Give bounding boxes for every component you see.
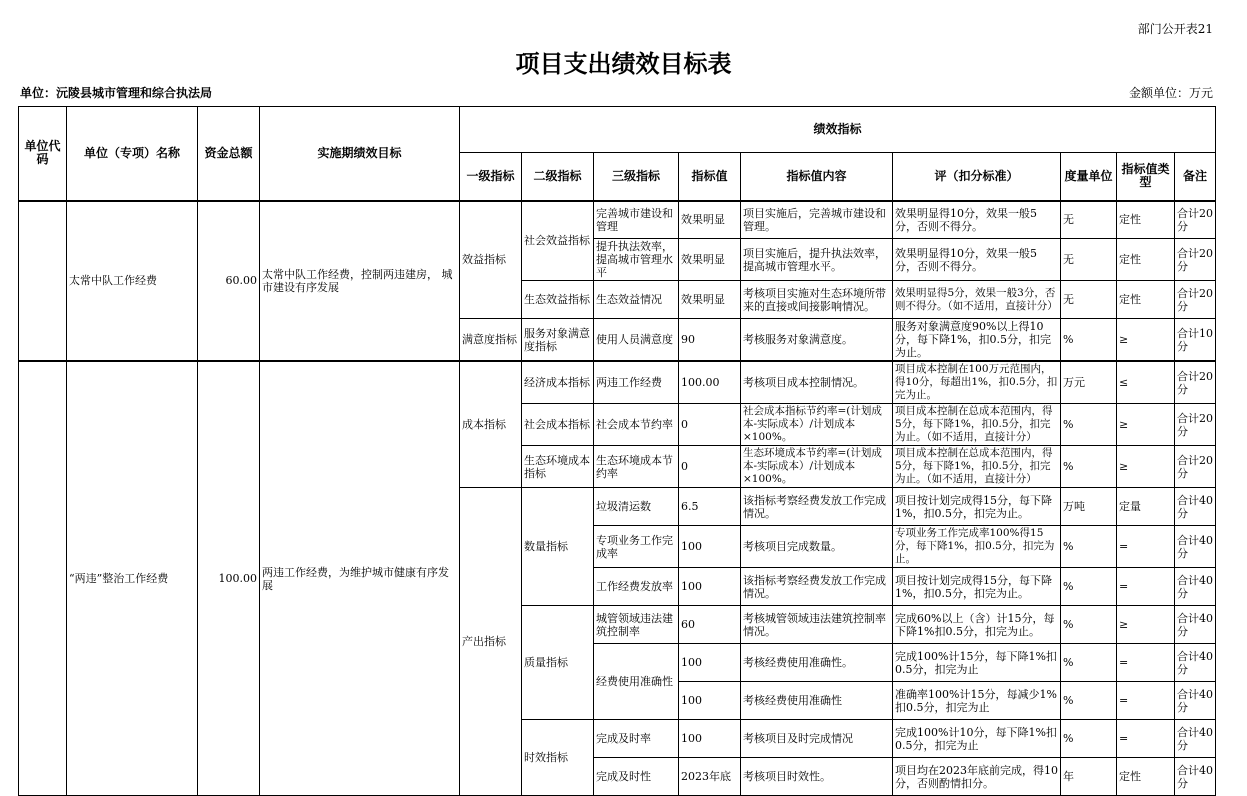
content-cell: 考核城管领域违法建筑控制率情况。 [741,606,893,644]
header-value: 指标值 [679,153,741,201]
level3-cell: 完善城市建设和管理 [594,201,679,239]
standard-cell: 完成60%以上（含）计15分，每下降1%扣0.5分，扣完为止。 [893,606,1061,644]
measure-cell: 年 [1061,758,1117,796]
remark-cell: 合计40分 [1175,526,1216,568]
content-cell: 项目实施后，完善城市建设和管理。 [741,201,893,239]
value-cell: 效果明显 [679,201,741,239]
header-content: 指标值内容 [741,153,893,201]
measure-cell: % [1061,568,1117,606]
header-remark: 备注 [1175,153,1216,201]
value-cell: 0 [679,404,741,446]
value-cell: 100 [679,720,741,758]
performance-table [18,106,1216,796]
table-row [19,361,1216,404]
value-type-cell: 定量 [1117,488,1175,526]
content-cell: 考核项目完成数量。 [741,526,893,568]
money-unit-label: 金额单位：万元 [1128,86,1213,100]
measure-cell: 无 [1061,239,1117,281]
level3-cell: 经费使用准确性 [594,644,679,720]
value-cell: 效果明显 [679,281,741,319]
level2-cell: 社会成本指标 [522,404,594,446]
measure-cell: % [1061,606,1117,644]
header-level2: 二级指标 [522,153,594,201]
header-level3: 三级指标 [594,153,679,201]
project-amount: 100.00 [198,361,260,796]
level3-cell: 生态效益情况 [594,281,679,319]
value-type-cell: 定性 [1117,758,1175,796]
header-level1: 一级指标 [460,153,522,201]
remark-cell: 合计20分 [1175,361,1216,404]
value-cell: 100 [679,568,741,606]
standard-cell: 项目按计划完成得15分，每下降1%，扣0.5分，扣完为止。 [893,568,1061,606]
project-goal: 太常中队工作经费，控制两违建房， 城市建设有序发展 [260,201,460,362]
measure-cell: 无 [1061,201,1117,239]
content-cell: 考核经费使用准确性 [741,682,893,720]
project-name: 太常中队工作经费 [67,201,198,362]
content-cell: 考核项目时效性。 [741,758,893,796]
standard-cell: 项目按计划完成得15分，每下降1%，扣0.5分，扣完为止。 [893,488,1061,526]
value-type-cell: ≥ [1117,319,1175,362]
page-title: 项目支出绩效目标表 [515,50,732,78]
level2-cell: 生态效益指标 [522,281,594,319]
standard-cell: 准确率100%计15分，每减少1%扣0.5分，扣完为止 [893,682,1061,720]
content-cell: 该指标考察经费发放工作完成情况。 [741,488,893,526]
value-cell: 0 [679,446,741,488]
content-cell: 考核服务对象满意度。 [741,319,893,362]
header-goal: 实施期绩效目标 [260,107,460,201]
value-type-cell: = [1117,644,1175,682]
value-type-cell: = [1117,682,1175,720]
measure-cell: % [1061,319,1117,362]
standard-cell: 效果明显得10分，效果一般5分，否则不得分。 [893,239,1061,281]
content-cell: 考核项目实施对生态环境所带来的直接或间接影响情况。 [741,281,893,319]
value-cell: 100.00 [679,361,741,404]
remark-cell: 合计40分 [1175,682,1216,720]
remark-cell: 合计20分 [1175,281,1216,319]
value-cell: 100 [679,526,741,568]
standard-cell: 完成100%计10分，每下降1%扣0.5分，扣完为止 [893,720,1061,758]
value-cell: 100 [679,644,741,682]
project-name: “两违”整治工作经费 [67,361,198,796]
level3-cell: 两违工作经费 [594,361,679,404]
level1-cell: 成本指标 [460,361,522,488]
standard-cell: 专项业务工作完成率100%得15分，每下降1%，扣0.5分，扣完为止。 [893,526,1061,568]
value-cell: 90 [679,319,741,362]
level3-cell: 完成及时率 [594,720,679,758]
remark-cell: 合计40分 [1175,644,1216,682]
table-row [19,201,1216,239]
level3-cell: 完成及时性 [594,758,679,796]
value-type-cell: 定性 [1117,201,1175,239]
value-cell: 效果明显 [679,239,741,281]
level3-cell: 使用人员满意度 [594,319,679,362]
level1-cell: 满意度指标 [460,319,522,362]
value-type-cell: = [1117,568,1175,606]
content-cell: 社会成本指标节约率=(计划成本-实际成本）/计划成本×100%。 [741,404,893,446]
unit-code-cell [19,201,67,362]
header-indicators: 绩效指标 [460,107,1216,153]
remark-cell: 合计10分 [1175,319,1216,362]
level2-cell: 社会效益指标 [522,201,594,281]
level3-cell: 垃圾清运数 [594,488,679,526]
remark-cell: 合计40分 [1175,720,1216,758]
value-cell: 60 [679,606,741,644]
measure-cell: % [1061,720,1117,758]
project-amount: 60.00 [198,201,260,362]
value-type-cell: ≤ [1117,361,1175,404]
measure-cell: % [1061,682,1117,720]
measure-cell: 万吨 [1061,488,1117,526]
remark-cell: 合计20分 [1175,239,1216,281]
value-cell: 6.5 [679,488,741,526]
value-type-cell: ≥ [1117,606,1175,644]
content-cell: 考核项目成本控制情况。 [741,361,893,404]
project-goal: 两违工作经费，为维护城市健康有序发展 [260,361,460,796]
form-number: 部门公开表21 [1137,22,1213,36]
measure-cell: % [1061,526,1117,568]
remark-cell: 合计20分 [1175,404,1216,446]
header-name: 单位（专项）名称 [67,107,198,201]
level3-cell: 城管领域违法建筑控制率 [594,606,679,644]
level3-cell: 专项业务工作完成率 [594,526,679,568]
remark-cell: 合计40分 [1175,758,1216,796]
level2-cell: 数量指标 [522,488,594,606]
value-cell: 2023年底 [679,758,741,796]
value-type-cell: ≥ [1117,404,1175,446]
measure-cell: % [1061,644,1117,682]
unit-label: 单位：沅陵县城市管理和综合执法局 [20,86,213,100]
standard-cell: 效果明显得5分，效果一般3分，否则不得分。（如不适用，直接计分） [893,281,1061,319]
content-cell: 考核项目及时完成情况 [741,720,893,758]
remark-cell: 合计40分 [1175,606,1216,644]
level3-cell: 提升执法效率，提高城市管理水平 [594,239,679,281]
header-amount: 资金总额 [198,107,260,201]
level2-cell: 质量指标 [522,606,594,720]
measure-cell: % [1061,446,1117,488]
standard-cell: 项目成本控制在总成本范围内，得5分，每下降1%，扣0.5分，扣完为止。（如不适用，直接计分） [893,446,1061,488]
remark-cell: 合计40分 [1175,568,1216,606]
standard-cell: 项目成本控制在100万元范围内，得10分，每超出1%，扣0.5分，扣完为止。 [893,361,1061,404]
header-code: 单位代码 [19,107,67,201]
remark-cell: 合计40分 [1175,488,1216,526]
header-value-type: 指标值类型 [1117,153,1175,201]
level3-cell: 社会成本节约率 [594,404,679,446]
remark-cell: 合计20分 [1175,446,1216,488]
content-cell: 生态环境成本节约率=(计划成本-实际成本）/计划成本×100%。 [741,446,893,488]
standard-cell: 效果明显得10分，效果一般5分，否则不得分。 [893,201,1061,239]
header-standard: 评（扣分标准） [893,153,1061,201]
value-type-cell: = [1117,720,1175,758]
level3-cell: 工作经费发放率 [594,568,679,606]
level3-cell: 生态环境成本节约率 [594,446,679,488]
content-cell: 该指标考察经费发放工作完成情况。 [741,568,893,606]
level2-cell: 经济成本指标 [522,361,594,404]
content-cell: 考核经费使用准确性。 [741,644,893,682]
value-type-cell: = [1117,526,1175,568]
level2-cell: 时效指标 [522,720,594,796]
level2-cell: 服务对象满意度指标 [522,319,594,362]
level2-cell: 生态环境成本指标 [522,446,594,488]
unit-code-cell [19,361,67,796]
standard-cell: 项目均在2023年底前完成，得10分，否则酌情扣分。 [893,758,1061,796]
level1-cell: 产出指标 [460,488,522,796]
standard-cell: 服务对象满意度90%以上得10分，每下降1%，扣0.5分，扣完为止。 [893,319,1061,362]
header-measure: 度量单位 [1061,153,1117,201]
remark-cell: 合计20分 [1175,201,1216,239]
measure-cell: % [1061,404,1117,446]
value-cell: 100 [679,682,741,720]
value-type-cell: ≥ [1117,446,1175,488]
level1-cell: 效益指标 [460,201,522,319]
standard-cell: 完成100%计15分，每下降1%扣0.5分，扣完为止 [893,644,1061,682]
measure-cell: 万元 [1061,361,1117,404]
standard-cell: 项目成本控制在总成本范围内，得5分，每下降1%，扣0.5分，扣完为止。（如不适用，直接计分） [893,404,1061,446]
measure-cell: 无 [1061,281,1117,319]
value-type-cell: 定性 [1117,239,1175,281]
content-cell: 项目实施后，提升执法效率，提高城市管理水平。 [741,239,893,281]
value-type-cell: 定性 [1117,281,1175,319]
